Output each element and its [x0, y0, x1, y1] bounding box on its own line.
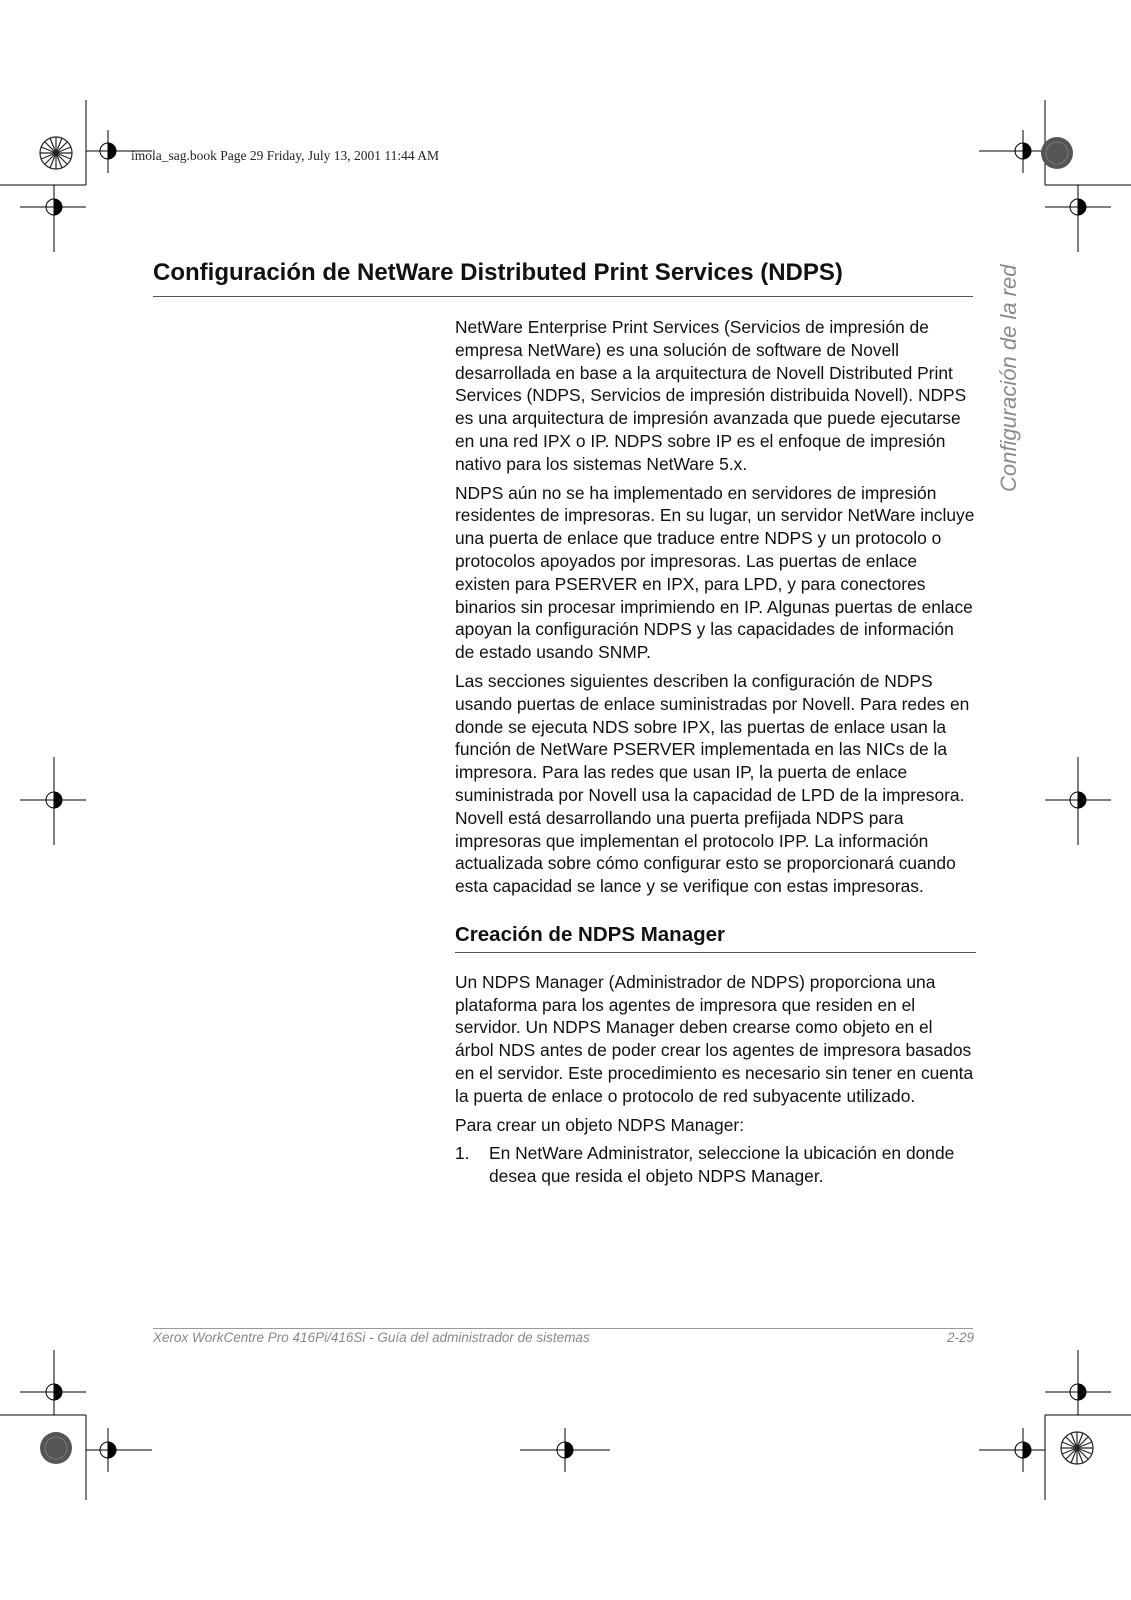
- body-column: [455, 316, 975, 1188]
- page-title: Configuración de NetWare Distributed Print Services (NDPS): [153, 259, 843, 286]
- gray-target-top-right: [1041, 137, 1073, 169]
- crosshair-bottom-right: [979, 1428, 1045, 1472]
- footer-page-number: 2-29: [946, 1330, 974, 1345]
- body-paragraph: Las secciones siguientes describen la configuración de NDPS usando puertas de enlace suministradas por Novell. Para redes en donde se ejecuta NDS sobre IPX, las puertas de enlace usan la función de NetWare PSERVER implementada en las NICs de la impresora. Para las redes que usan IP, la puerta de enlace suministrada por Novell usa la capacidad de LPD de la impresora. Novell está desarrollando una puerta prefijada NDPS para impresoras que implementan el protocolo IPP. La información actualizada sobre cómo configurar esto se proporcionará cuando esta capacidad se lance y se verifique con estas impresoras.: [455, 670, 970, 897]
- crosshair-bottom-center: [520, 1428, 610, 1472]
- step-text: En NetWare Administrator, seleccione la ubicación en donde desea que resida el objeto NDPS Manager.: [489, 1143, 955, 1187]
- crosshair-right-lower: [1045, 1350, 1111, 1415]
- star-target-top-left: [40, 137, 72, 169]
- section-paragraph: Para crear un objeto NDPS Manager:: [455, 1114, 745, 1135]
- side-section-tab: Configuración de la red: [996, 264, 1021, 492]
- gray-target-bottom-left: [40, 1432, 72, 1464]
- step-number: 1.: [455, 1143, 470, 1164]
- section-heading: Creación de NDPS Manager: [455, 922, 725, 946]
- crosshair-left-lower: [20, 1350, 86, 1415]
- crosshair-right-middle: [1045, 757, 1111, 845]
- section-divider: [455, 952, 976, 953]
- procedure-step: [455, 1142, 975, 1188]
- crosshair-top-right: [979, 130, 1045, 173]
- body-paragraph: NDPS aún no se ha implementado en servidores de impresión residentes de impresoras. En su lugar, un servidor NetWare incluye una puerta de enlace que traduce entre NDPS y un protocolo o protocolos apoyados por impresoras. Las puertas de enlace existen para PSERVER en IPX, para LPD, y para conectores binarios sin procesar imprimiendo en IP. Algunas puertas de enlace apoyan la configuración NDPS y las capacidades de información de estado usando SNMP.: [455, 482, 975, 663]
- star-target-bottom-right: [1061, 1432, 1093, 1464]
- intro-paragraph: NetWare Enterprise Print Services (Servicios de impresión de empresa NetWare) es una solución de software de Novell desarrollada en base a la arquitectura de Novell Distributed Print Services (NDPS, Servicios de impresión distribuida Novell). NDPS es una arquitectura de impresión avanzada que puede ejecutarse en una red IPX o IP. NDPS sobre IP es el enfoque de impresión nativo para los sistemas NetWare 5.x.: [455, 317, 967, 474]
- crosshair-bottom-left: [86, 1428, 152, 1472]
- title-divider: [153, 296, 973, 297]
- crosshair-left-middle: [20, 757, 86, 845]
- footer-document-title: Xerox WorkCentre Pro 416Pi/416Si - Guía del administrador de sistemas: [153, 1330, 590, 1345]
- crosshair-left-upper: [20, 185, 86, 252]
- crosshair-right-upper: [1045, 185, 1111, 252]
- footer-divider: [153, 1328, 973, 1329]
- print-info-header: imola_sag.book Page 29 Friday, July 13, 2001 11:44 AM: [131, 148, 439, 163]
- section-paragraph: Un NDPS Manager (Administrador de NDPS) proporciona una plataforma para los agentes de impresora que residen en el servidor. Un NDPS Manager deben crearse como objeto en el árbol NDS antes de poder crear los agentes de impresora basados en el servidor. Este procedimiento es necesario sin tener en cuenta la puerta de enlace o protocolo de red subyacente utilizado.: [455, 971, 974, 1106]
